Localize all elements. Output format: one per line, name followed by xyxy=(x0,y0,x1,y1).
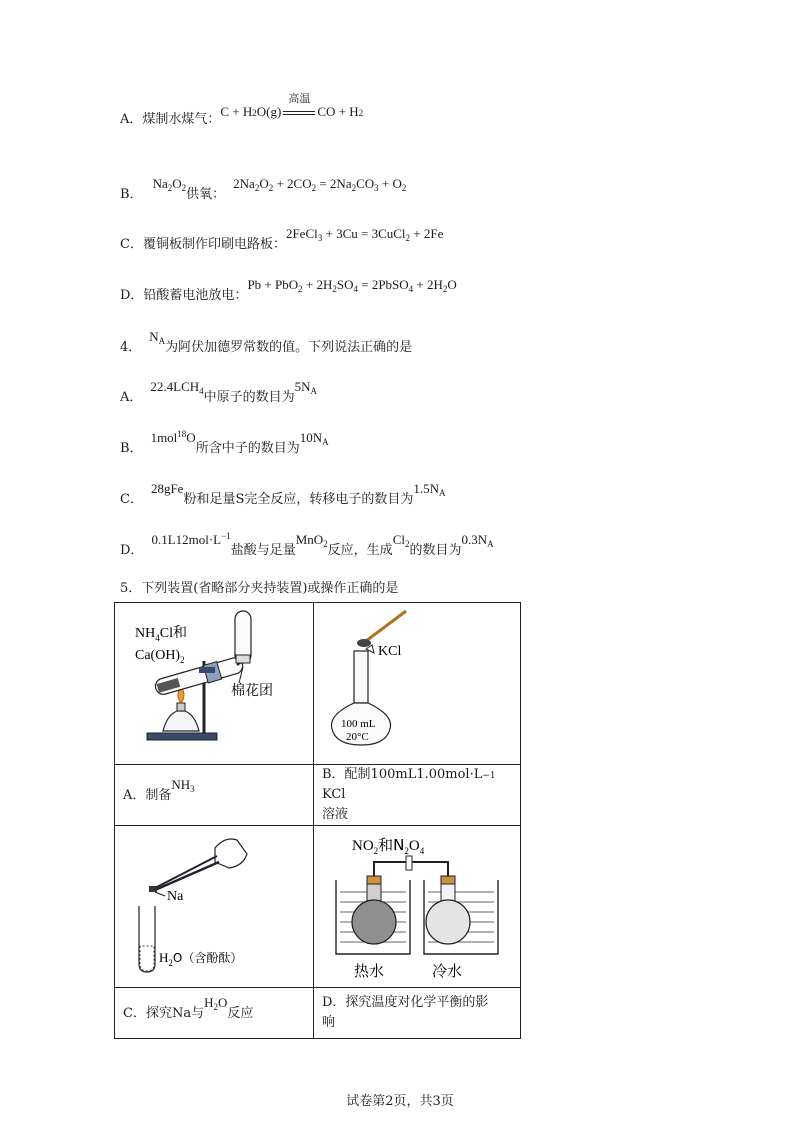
label-caoh2: $Ca(OH)_2$ xyxy=(135,648,185,665)
formula: $Na_2O_2$ xyxy=(152,176,187,193)
caption-c-cell xyxy=(115,988,314,1039)
page-footer: 试卷第2页，共3页 xyxy=(346,1094,454,1109)
label-cold-water: 冷水 xyxy=(432,964,463,980)
equation: C + H 2 O(g) 高温 CO + H 2 xyxy=(220,92,364,119)
question-4-stem: 4． $N_A$ 为阿伏加德罗常数的值。下列说法正确的是 xyxy=(120,329,413,355)
option-label: A．煤制水煤气： xyxy=(120,112,221,127)
figure-d-cell xyxy=(314,826,521,988)
formula-na: $N_A$ xyxy=(149,329,166,346)
option-4a: A． $22.4LCH_4$ 中原子的数目为 $5N_A$ xyxy=(120,379,318,405)
caption-c: C．探究Na与 $H_2O$ 反应 xyxy=(123,994,254,1021)
label-na: Na xyxy=(167,889,184,904)
figure-b-cell xyxy=(314,603,521,765)
figure-a-nh3-apparatus xyxy=(115,603,313,760)
figure-b-volumetric-flask xyxy=(314,603,520,760)
option-3c: C．覆铜板制作印刷电路板： 2FeCl$_3$ + 3Cu = 3CuCl$_2$ + 2Fe xyxy=(120,226,444,252)
reaction-condition: 高温 xyxy=(288,92,311,105)
option-3d: D．铅酸蓄电池放电： $Pb + PbO_2 + 2H_2SO_4$ = 2PbSO$_4$ + $2H_2O$ xyxy=(120,277,457,303)
label-volume: 100 mL xyxy=(341,718,376,730)
option-4b: B． 1mol$^{18}$O 所含中子的数目为 $10N_A$ xyxy=(120,429,329,456)
question-number: 5． xyxy=(120,581,142,596)
label-cotton: 棉花团 xyxy=(231,684,273,699)
caption-d-cell: D．探究温度对化学平衡的影 响 xyxy=(314,988,521,1039)
equation: $Pb + PbO_2 + 2H_2SO_4$ = 2PbSO$_4$ + $2H_2O$ xyxy=(247,277,457,294)
label-h2o: $H_2O$（含酚酞） xyxy=(159,950,243,968)
label-temperature: 20°C xyxy=(346,731,369,743)
option-3a xyxy=(120,92,364,127)
label-no2-n2o4: $NO_2$和$N_2O_4$ xyxy=(352,836,425,856)
caption-a-cell xyxy=(115,765,314,826)
figure-c-cell xyxy=(115,826,314,988)
question-number: 4． xyxy=(120,340,142,355)
question-5-stem: 5． 下列装置(省略部分夹持装置)或操作正确的是 xyxy=(120,577,398,596)
figure-c-sodium-water xyxy=(115,826,313,983)
figure-d-equilibrium xyxy=(314,826,520,983)
label-nh4cl: $NH_4Cl$和 xyxy=(135,626,187,643)
option-4d: D． $0.1L12mol\cdot L^{-1}$ 盐酸与足量 MnO$_2$ 反应，生成 $Cl_2$ 的数目为 $0.3N_A$ xyxy=(120,531,494,558)
equation: $2Na_2O_2 + 2CO_2 = 2Na_2CO_3 + O_2$ xyxy=(233,176,407,193)
label-hot-water: 热水 xyxy=(354,964,385,980)
caption-b: B．配制100mL1.00mol·L −1 KCl xyxy=(322,767,496,802)
option-3b: B． $Na_2O_2$ 供氧： $2Na_2O_2 + 2CO_2 = 2Na_2CO_3 + O_2$ xyxy=(120,176,407,202)
label-kcl: KCl xyxy=(378,644,402,659)
caption-a: A．制备 $NH_3$ xyxy=(123,776,195,803)
figure-a-cell xyxy=(115,603,314,765)
caption-d: D．探究温度对化学平衡的影 xyxy=(322,995,489,1010)
apparatus-table xyxy=(114,602,521,1039)
equation: 2FeCl$_3$ + 3Cu = 3CuCl$_2$ + 2Fe xyxy=(285,226,444,243)
option-4c: C． 28gFe 粉和足量S完全反应，转移电子的数目为 $1.5N_A$ xyxy=(120,481,446,507)
caption-b-cell: B．配制100mL1.00mol·L −1 KCl 溶液 xyxy=(314,765,521,826)
